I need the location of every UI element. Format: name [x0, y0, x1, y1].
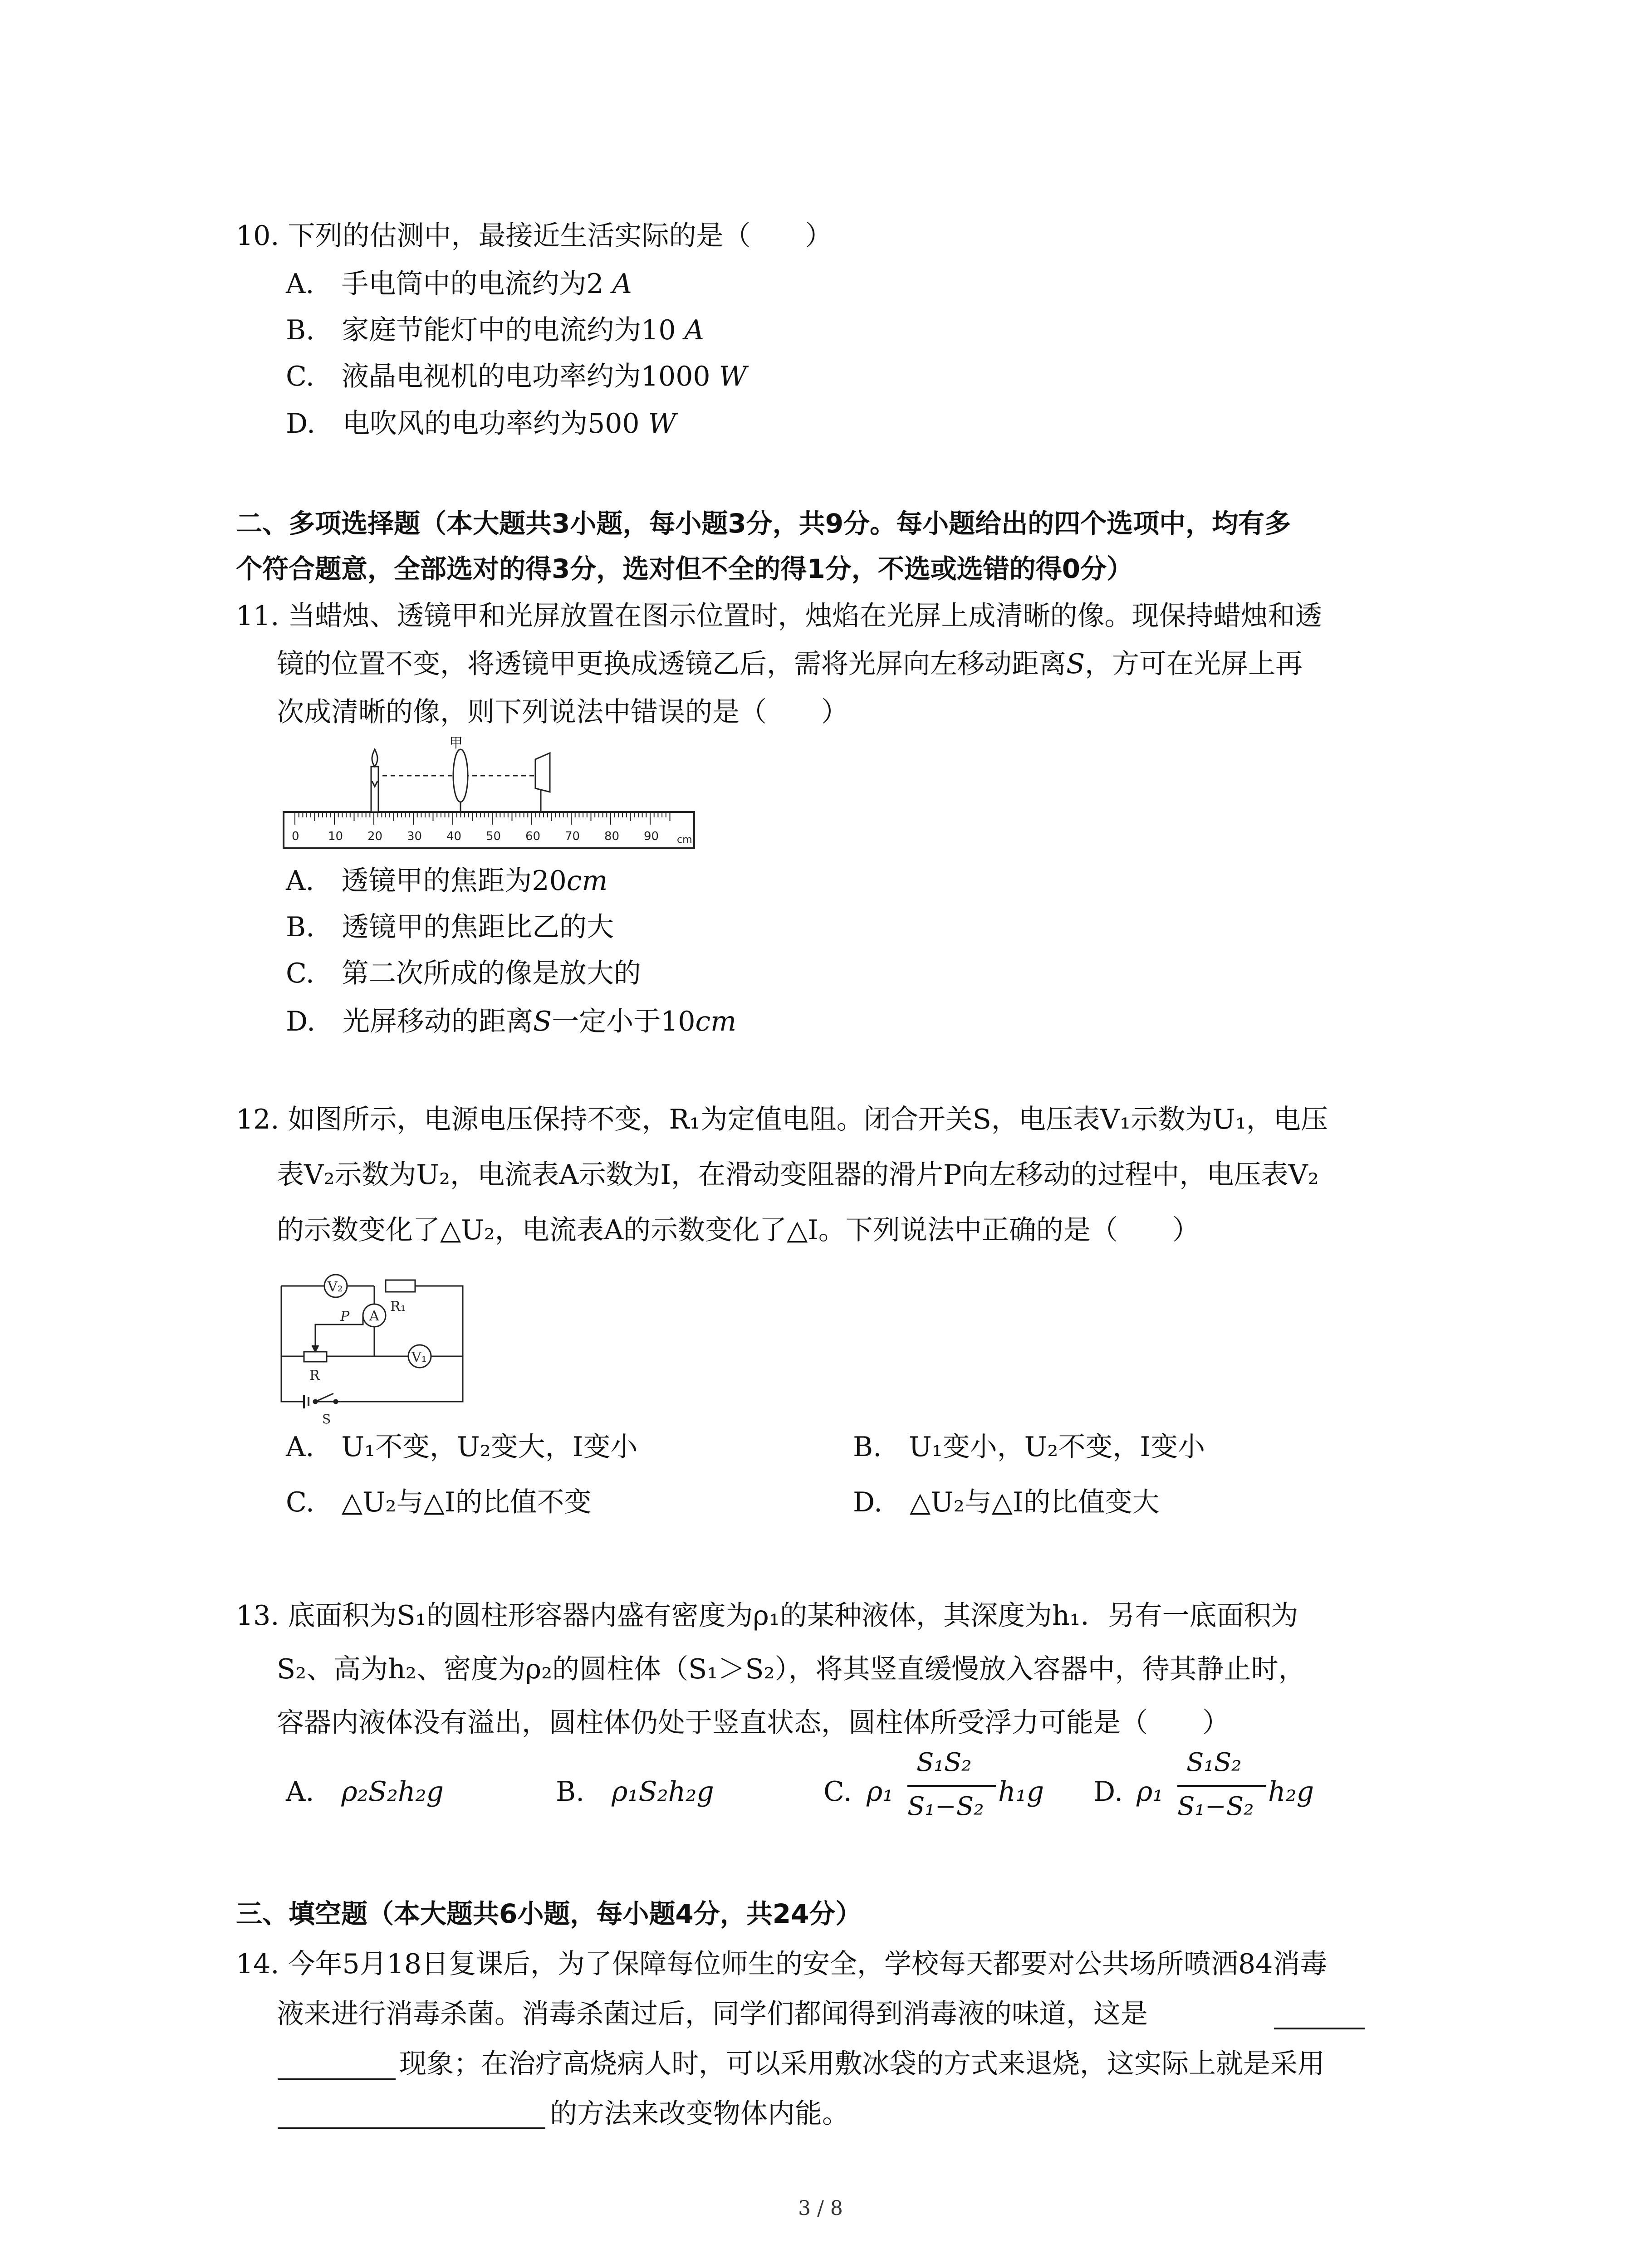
- q14-blank-2[interactable]: [278, 2127, 545, 2129]
- section-3-heading: 三、填空题（本大题共6小题，每小题4分，共24分）: [236, 1898, 862, 1929]
- candle: [371, 749, 378, 812]
- battery: [304, 1395, 309, 1408]
- q11-line1: 11. 当蜡烛、透镜甲和光屏放置在图示位置时，烛焰在光屏上成清晰的像。现保持蜡烛和透: [236, 600, 1323, 632]
- ammeter-a-label: A: [369, 1308, 379, 1324]
- q11-option-d: D. 光屏移动的距离S一定小于10cm: [286, 1006, 737, 1037]
- switch-s-label: S: [322, 1412, 331, 1427]
- ruler-tick-label: 20: [367, 830, 383, 843]
- q13-line3: 容器内液体没有溢出，圆柱体仍处于竖直状态，圆柱体所受浮力可能是（ ）: [277, 1707, 1230, 1739]
- ruler-tick-label: 70: [565, 830, 580, 843]
- slider-p: [315, 1315, 363, 1338]
- switch-s: [315, 1393, 333, 1402]
- ruler-tick-label: 80: [604, 830, 620, 843]
- q11-option-c: C. 第二次所成的像是放大的: [286, 958, 641, 989]
- q12-option-b: B. U₁变小，U₂不变，I变小: [853, 1431, 1205, 1463]
- q13-option-d-tail: h₂g: [1268, 1776, 1314, 1808]
- lens-jia-label: 甲: [449, 735, 463, 751]
- q10-option-d: D. 电吹风的电功率约为500 W: [286, 408, 676, 440]
- q13-option-c-label: C.: [823, 1776, 852, 1808]
- q12-line1: 12. 如图所示，电源电压保持不变，R₁为定值电阻。闭合开关S，电压表V₁示数为U₁，电压: [236, 1104, 1328, 1135]
- ruler-tick-label: 50: [486, 830, 501, 843]
- circuit-diagram: [272, 1261, 472, 1429]
- voltmeter-v2-label: V₂: [328, 1279, 343, 1295]
- ruler-tick-label: 30: [407, 830, 422, 843]
- q11-option-b: B. 透镜甲的焦距比乙的大: [286, 911, 614, 943]
- q13-line1: 13. 底面积为S₁的圆柱形容器内盛有密度为ρ₁的某种液体，其深度为h₁．另有一底面积为: [236, 1600, 1298, 1632]
- q12-line2: 表V₂示数为U₂，电流表A示数为I，在滑动变阻器的滑片P向左移动的过程中，电压表V₂: [277, 1159, 1319, 1191]
- resistor-r1: [386, 1280, 415, 1292]
- optical-bench-figure: [281, 735, 708, 853]
- ruler-tick-label: 60: [525, 830, 541, 843]
- q10-option-b: B. 家庭节能灯中的电流约为10 A: [286, 314, 704, 346]
- q13-option-c-coef: ρ₁: [867, 1776, 894, 1808]
- q10-stem: 10. 下列的估测中，最接近生活实际的是（ ）: [236, 220, 833, 252]
- ruler-tick-label: 40: [446, 830, 462, 843]
- q13-line2: S₂、高为h₂、密度为ρ₂的圆柱体（S₁＞S₂），将其竖直缓慢放入容器中，待其静止时，: [277, 1653, 1306, 1685]
- slider-p-label: P: [340, 1309, 350, 1325]
- rheostat-r: [304, 1352, 327, 1362]
- q14-blank-1-part1[interactable]: [1274, 2028, 1365, 2029]
- ruler-tick-label: 0: [292, 830, 299, 843]
- q12-option-c: C. △U₂与△I的比值不变: [286, 1486, 592, 1518]
- q12-option-a: A. U₁不变，U₂变大，I变小: [286, 1431, 638, 1463]
- q13-option-d-denominator: S₁−S₂: [1177, 1792, 1254, 1821]
- rheostat-r-label: R: [309, 1368, 320, 1383]
- q13-option-c-numerator: S₁S₂: [916, 1748, 972, 1777]
- resistor-r1-label: R₁: [390, 1299, 406, 1315]
- ruler-unit-label: cm: [677, 834, 692, 846]
- q14-line3: 现象；在治疗高烧病人时，可以采用敷冰袋的方式来退烧，这实际上就是采用: [399, 2048, 1325, 2080]
- q13-option-d-fraction-bar: [1177, 1785, 1266, 1787]
- q14-line2: 液来进行消毒杀菌。消毒杀菌过后，同学们都闻得到消毒液的味道，这是: [277, 1998, 1148, 2030]
- q13-option-c-fraction-bar: [907, 1785, 996, 1787]
- lens-jia: [453, 749, 468, 812]
- ruler-tick-label: 90: [644, 830, 659, 843]
- page-number: 3 / 8: [798, 2197, 843, 2220]
- ruler-ticks: [295, 812, 670, 825]
- q13-option-a: A. ρ₂S₂h₂g: [286, 1776, 444, 1808]
- light-screen: [535, 753, 550, 812]
- q11-line2: 镜的位置不变，将透镜甲更换成透镜乙后，需将光屏向左移动距离S，方可在光屏上再: [277, 648, 1303, 680]
- q10-option-c: C. 液晶电视机的电功率约为1000 W: [286, 361, 747, 392]
- q13-option-c-denominator: S₁−S₂: [907, 1792, 984, 1821]
- section-2-heading-line2: 个符合题意，全部选对的得3分，选对但不全的得1分，不选或选错的得0分）: [236, 553, 1133, 584]
- q13-option-b: B. ρ₁S₂h₂g: [556, 1776, 714, 1808]
- q12-line3: 的示数变化了△U₂，电流表A的示数变化了△I。下列说法中正确的是（ ）: [277, 1214, 1200, 1246]
- q14-line1: 14. 今年5月18日复课后，为了保障每位师生的安全，学校每天都要对公共场所喷洒84消毒: [236, 1948, 1327, 1980]
- q11-option-a: A. 透镜甲的焦距为20cm: [286, 865, 608, 897]
- q14-line4: 的方法来改变物体内能。: [550, 2098, 849, 2130]
- ruler-tick-label: 10: [328, 830, 343, 843]
- q12-option-d: D. △U₂与△I的比值变大: [853, 1486, 1160, 1518]
- q14-blank-1-part2[interactable]: [278, 2078, 396, 2080]
- voltmeter-v1-label: V₁: [411, 1349, 427, 1365]
- q13-option-d-coef: ρ₁: [1136, 1776, 1164, 1808]
- q13-option-c-tail: h₁g: [998, 1776, 1044, 1808]
- q13-option-d-label: D.: [1093, 1776, 1123, 1808]
- q11-line3: 次成清晰的像，则下列说法中错误的是（ ）: [277, 696, 848, 728]
- q13-option-d-numerator: S₁S₂: [1186, 1748, 1242, 1777]
- section-2-heading-line1: 二、多项选择题（本大题共3小题，每小题3分，共9分。每小题给出的四个选项中，均有多: [236, 508, 1291, 539]
- ruler-labels: [292, 830, 659, 843]
- q10-option-a: A. 手电筒中的电流约为2 A: [286, 268, 632, 300]
